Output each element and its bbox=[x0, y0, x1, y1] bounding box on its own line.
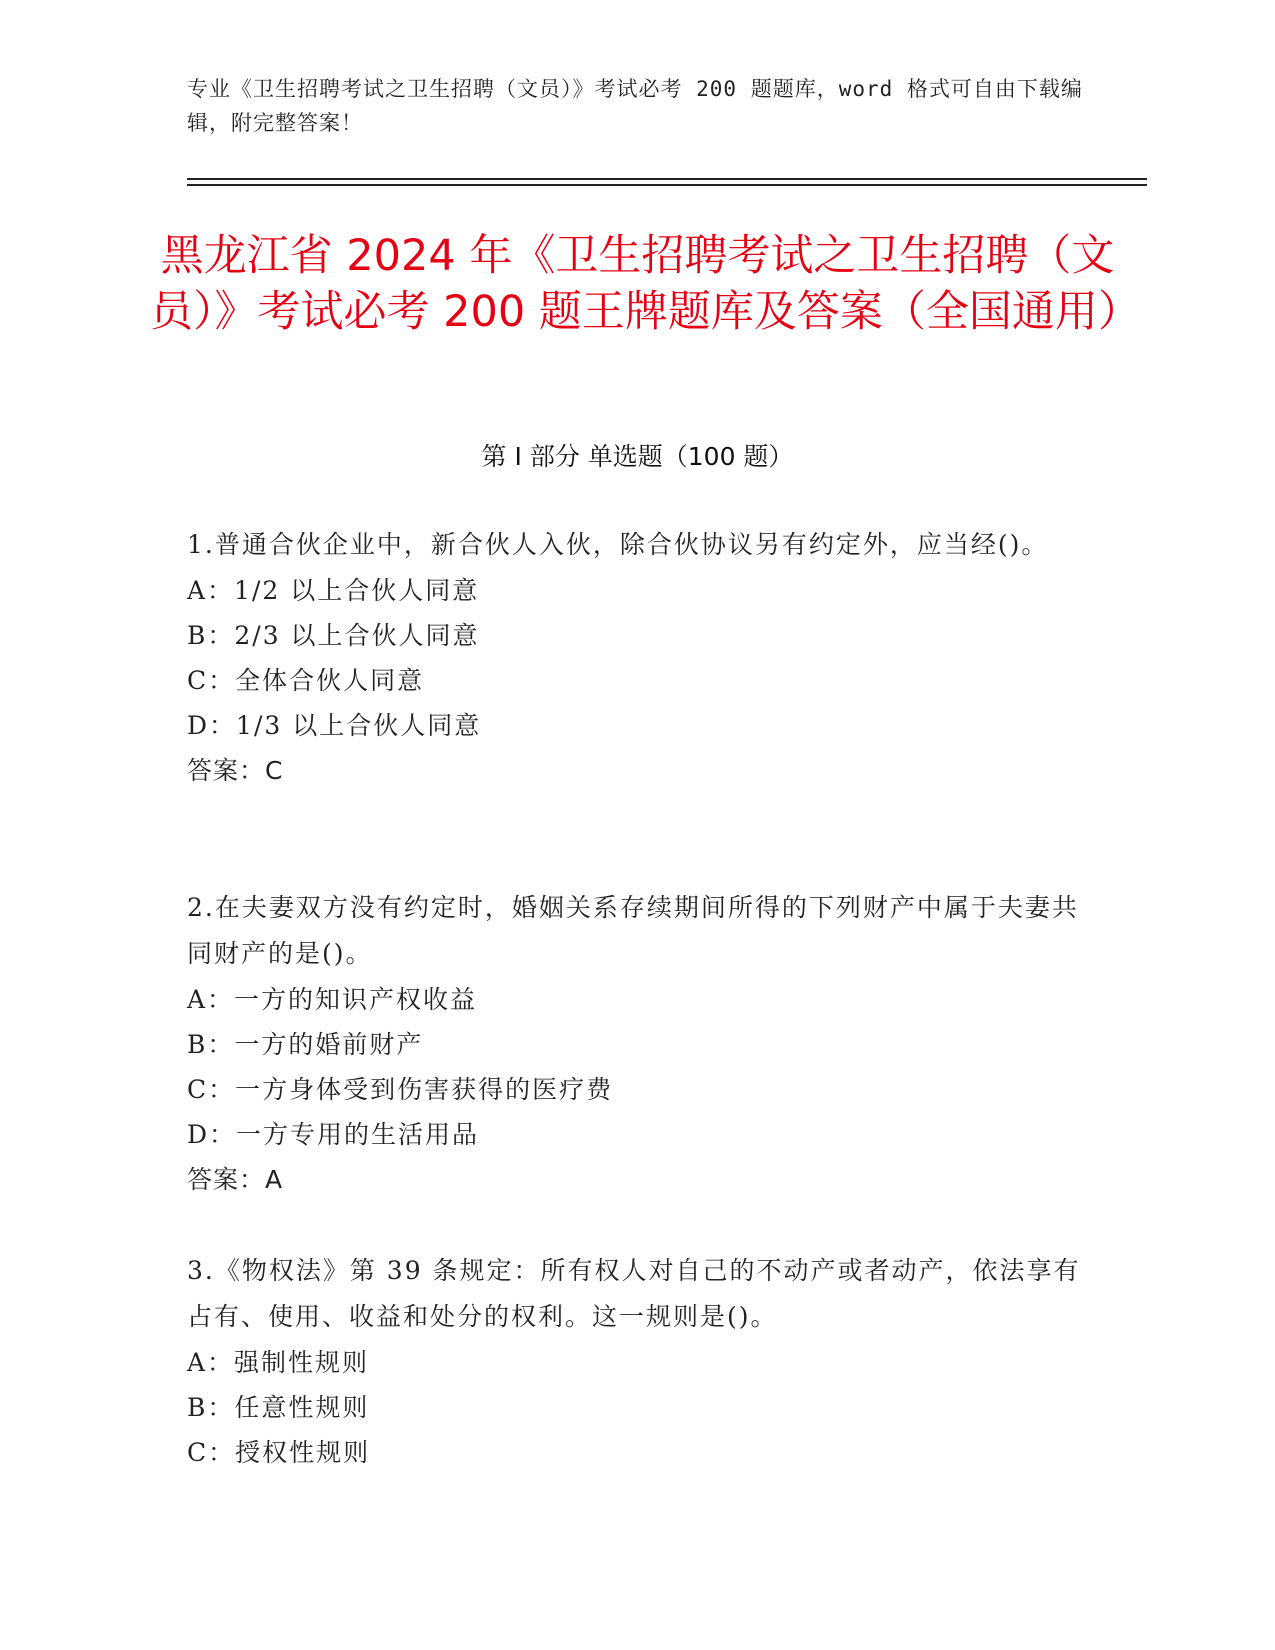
question-1 bbox=[187, 522, 1087, 794]
option-b: B：任意性规则 bbox=[187, 1393, 370, 1422]
option-c: C：一方身体受到伤害获得的医疗费 bbox=[187, 1075, 614, 1104]
option-a: A：1/2 以上合伙人同意 bbox=[187, 576, 480, 605]
section-heading: 第 I 部分 单选题（100 题） bbox=[481, 442, 794, 471]
question-3 bbox=[187, 1248, 1087, 1475]
option-a: A：强制性规则 bbox=[187, 1348, 370, 1377]
header-divider-bottom bbox=[187, 184, 1147, 186]
question-stem: 3.《物权法》第 39 条规定：所有权人对自己的不动产或者动产，依法享有占有、使用、收益和处分的权利。这一规则是()。 bbox=[187, 1256, 1081, 1331]
question-stem: 1.普通合伙企业中，新合伙人入伙，除合伙协议另有约定外，应当经()。 bbox=[187, 530, 1049, 559]
question-2 bbox=[187, 885, 1087, 1203]
answer-line: 答案：C bbox=[187, 756, 284, 785]
option-a: A：一方的知识产权收益 bbox=[187, 985, 478, 1014]
option-b: B：2/3 以上合伙人同意 bbox=[187, 621, 480, 650]
option-d: D：一方专用的生活用品 bbox=[187, 1120, 480, 1149]
option-c: C：全体合伙人同意 bbox=[187, 666, 425, 695]
document-title: 黑龙江省 2024 年《卫生招聘考试之卫生招聘（文员）》考试必考 200 题王牌题库及答案（全国通用） bbox=[150, 231, 1141, 337]
header-note: 专业《卫生招聘考试之卫生招聘（文员）》考试必考 200 题题库，word 格式可自由下载编辑，附完整答案！ bbox=[187, 77, 1083, 135]
option-c: C：授权性规则 bbox=[187, 1438, 371, 1467]
header-divider-top bbox=[187, 178, 1147, 180]
option-d: D：1/3 以上合伙人同意 bbox=[187, 711, 482, 740]
answer-line: 答案：A bbox=[187, 1165, 284, 1194]
question-stem: 2.在夫妻双方没有约定时，婚姻关系存续期间所得的下列财产中属于夫妻共同财产的是()。 bbox=[187, 893, 1079, 968]
option-b: B：一方的婚前财产 bbox=[187, 1030, 424, 1059]
